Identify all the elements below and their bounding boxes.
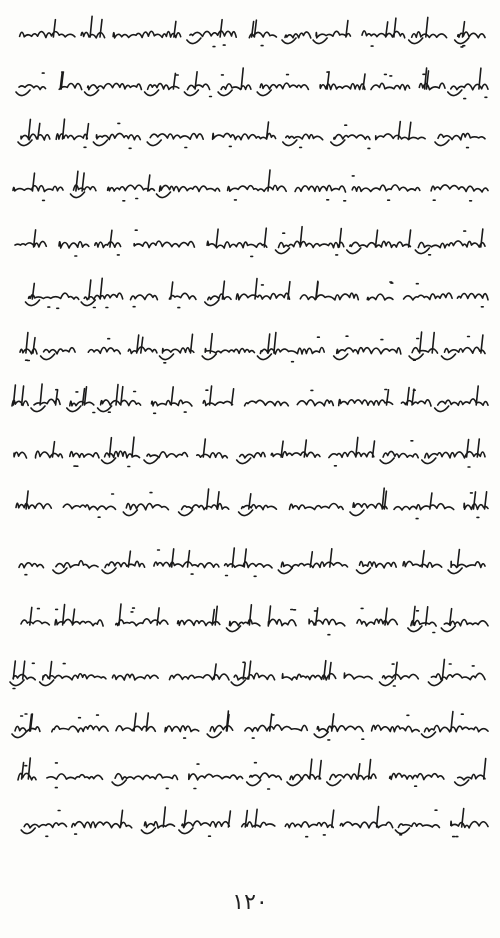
manuscript-line	[0, 120, 500, 150]
manuscript-line	[0, 606, 500, 636]
handwriting-stroke	[18, 119, 485, 148]
manuscript-line	[0, 808, 500, 838]
manuscript-line	[0, 660, 500, 690]
handwriting-stroke	[26, 278, 489, 308]
handwriting-stroke	[19, 548, 485, 576]
handwriting-stroke	[21, 807, 488, 837]
handwriting-stroke	[16, 488, 488, 518]
manuscript-line	[0, 438, 500, 468]
page-number: ١٢٠	[232, 890, 268, 915]
manuscript-line	[0, 172, 500, 202]
handwriting-stroke	[20, 16, 485, 47]
handwriting-stroke	[10, 659, 485, 688]
manuscript-line	[0, 18, 500, 48]
handwriting-stroke	[13, 170, 488, 201]
manuscript-line	[0, 334, 500, 364]
handwriting-stroke	[15, 227, 485, 257]
manuscript-line	[0, 228, 500, 258]
manuscript-line	[0, 760, 500, 790]
manuscript-line	[0, 386, 500, 416]
handwriting-stroke	[16, 68, 488, 99]
handwriting-stroke	[21, 604, 488, 635]
handwriting-stroke	[20, 332, 485, 363]
manuscript-line	[0, 70, 500, 100]
manuscript-line	[0, 280, 500, 310]
manuscript-line	[0, 490, 500, 520]
handwriting-stroke	[18, 758, 486, 789]
handwriting-stroke	[14, 437, 485, 467]
handwriting-stroke	[12, 711, 488, 740]
manuscript-line	[0, 548, 500, 578]
manuscript-line	[0, 712, 500, 742]
handwriting-stroke	[12, 384, 488, 413]
